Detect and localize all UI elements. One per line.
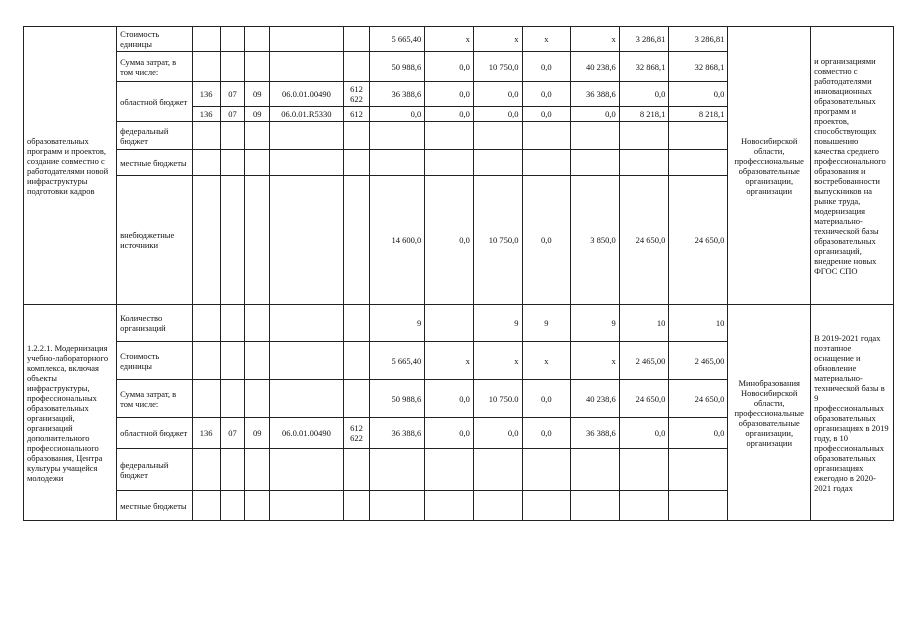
cell-y2019: 3 850,0 (571, 176, 620, 305)
cell-y2021: 8 218,1 (669, 107, 728, 122)
cell-y2016 (425, 449, 474, 491)
section-a-body (24, 27, 894, 305)
cell-csr (270, 491, 343, 521)
cell-y2018: 0,0 (522, 176, 571, 305)
cell-total (370, 449, 425, 491)
cell-y2016 (425, 122, 474, 150)
cell-pr (245, 176, 270, 305)
cell-total: 50 988,6 (370, 52, 425, 82)
cell-vr (343, 449, 370, 491)
row-label: Количество организаций (117, 305, 193, 342)
cell-y2017: 0,0 (473, 107, 522, 122)
cell-y2021: 10 (669, 305, 728, 342)
cell-y2019: 36 388,6 (571, 82, 620, 107)
cell-pr: 09 (245, 418, 270, 449)
row-label: областной бюджет (117, 82, 193, 122)
row-label: Стоимость единицы (117, 342, 193, 380)
cell-grbs (192, 27, 220, 52)
cell-csr (270, 27, 343, 52)
section-b-executor: Минобразования Новосибирской области, профессиональные образовательные организации, организации (728, 305, 811, 521)
cell-y2018: x (522, 27, 571, 52)
cell-y2018: 0,0 (522, 52, 571, 82)
cell-y2020: 0,0 (619, 82, 669, 107)
section-b-activity-name: 1.2.2.1. Модернизация учебно-лабораторного комплекса, включая объекты инфраструктуры, профессиональных образовательных организаций, организаций дополнительного профессионального образования, Центра культуры учащейся молодежи (24, 305, 117, 521)
cell-y2019: x (571, 342, 620, 380)
cell-vr (343, 122, 370, 150)
cell-y2021 (669, 449, 728, 491)
cell-y2016: 0,0 (425, 418, 474, 449)
cell-y2018 (522, 449, 571, 491)
cell-y2021: 0,0 (669, 82, 728, 107)
section-a-executor: Новосибирской области, профессиональные образовательные организации, организации (728, 27, 811, 305)
cell-vr (343, 305, 370, 342)
cell-pr: 09 (245, 107, 270, 122)
cell-rz (220, 176, 245, 305)
cell-pr (245, 449, 270, 491)
cell-y2018 (522, 122, 571, 150)
cell-total: 5 665,40 (370, 342, 425, 380)
cell-y2019 (571, 449, 620, 491)
cell-total (370, 150, 425, 176)
cell-vr: 612 (343, 107, 370, 122)
cell-y2016: 0,0 (425, 52, 474, 82)
cell-y2021: 2 465,00 (669, 342, 728, 380)
cell-y2016 (425, 305, 474, 342)
cell-total: 14 600,0 (370, 176, 425, 305)
cell-y2017 (473, 150, 522, 176)
section-a-activity-name: образовательных программ и проектов, создание совместно с работодателями новой инфраструктуры подготовки кадров (24, 27, 117, 305)
cell-y2017: 10 750,0 (473, 52, 522, 82)
cell-vr (343, 27, 370, 52)
row-label: внебюджетные источники (117, 176, 193, 305)
cell-y2016: 0,0 (425, 107, 474, 122)
cell-csr: 06.0.01.R5330 (270, 107, 343, 122)
cell-total: 9 (370, 305, 425, 342)
section-b-body (24, 305, 894, 521)
cell-grbs: 136 (192, 107, 220, 122)
cell-y2016: 0,0 (425, 176, 474, 305)
program-activities-table (23, 26, 894, 521)
cell-y2016: x (425, 27, 474, 52)
cell-y2016 (425, 491, 474, 521)
cell-pr (245, 27, 270, 52)
cell-rz (220, 150, 245, 176)
cell-y2017: 10 750,0 (473, 176, 522, 305)
cell-rz (220, 491, 245, 521)
cell-total: 36 388,6 (370, 418, 425, 449)
cell-y2018: 0,0 (522, 380, 571, 418)
row-label: местные бюджеты (117, 150, 193, 176)
cell-vr (343, 52, 370, 82)
cell-y2018 (522, 150, 571, 176)
cell-y2017: x (473, 342, 522, 380)
cell-grbs (192, 380, 220, 418)
cell-vr: 612 622 (343, 418, 370, 449)
cell-y2018 (522, 491, 571, 521)
cell-y2018: 0,0 (522, 82, 571, 107)
cell-csr (270, 176, 343, 305)
cell-y2018: 0,0 (522, 107, 571, 122)
cell-grbs (192, 122, 220, 150)
cell-vr (343, 150, 370, 176)
cell-y2019: 40 238,6 (571, 52, 620, 82)
cell-rz: 07 (220, 418, 245, 449)
cell-y2016: 0,0 (425, 380, 474, 418)
cell-vr (343, 380, 370, 418)
cell-y2017: 10 750.0 (473, 380, 522, 418)
cell-vr: 612 622 (343, 82, 370, 107)
cell-pr (245, 380, 270, 418)
cell-y2019: x (571, 27, 620, 52)
cell-csr (270, 380, 343, 418)
cell-grbs: 136 (192, 82, 220, 107)
cell-csr (270, 52, 343, 82)
cell-y2018: 0,0 (522, 418, 571, 449)
cell-total: 0,0 (370, 107, 425, 122)
cell-y2016: 0,0 (425, 82, 474, 107)
cell-y2020 (619, 122, 669, 150)
cell-y2020: 2 465,00 (619, 342, 669, 380)
cell-rz (220, 27, 245, 52)
row-label: Стоимость единицы (117, 27, 193, 52)
cell-y2020: 24 650,0 (619, 380, 669, 418)
cell-y2018: 9 (522, 305, 571, 342)
cell-total: 36 388,6 (370, 82, 425, 107)
cell-y2020: 24 650,0 (619, 176, 669, 305)
cell-y2021: 0,0 (669, 418, 728, 449)
row-label: областной бюджет (117, 418, 193, 449)
cell-rz (220, 342, 245, 380)
cell-total: 5 665,40 (370, 27, 425, 52)
cell-y2017 (473, 122, 522, 150)
cell-y2021: 24 650,0 (669, 176, 728, 305)
row-label: федеральный бюджет (117, 449, 193, 491)
cell-y2016: x (425, 342, 474, 380)
cell-y2020 (619, 491, 669, 521)
section-b-expected-result: В 2019-2021 годах поэтапное оснащение и обновление материально-технической базы в 9 профессиональных образовательных организациях в 2019 году, в 10 профессиональных образовательных организациях ежегодно в 2020-2021 годах (811, 305, 894, 521)
cell-y2020: 8 218,1 (619, 107, 669, 122)
cell-y2017: 9 (473, 305, 522, 342)
cell-grbs (192, 176, 220, 305)
cell-y2019: 40 238,6 (571, 380, 620, 418)
cell-vr (343, 491, 370, 521)
cell-y2019 (571, 491, 620, 521)
cell-csr (270, 150, 343, 176)
cell-rz (220, 52, 245, 82)
cell-y2017: 0,0 (473, 82, 522, 107)
cell-total (370, 491, 425, 521)
cell-rz (220, 449, 245, 491)
cell-csr (270, 122, 343, 150)
cell-y2017 (473, 491, 522, 521)
cell-rz (220, 305, 245, 342)
cell-y2021: 3 286,81 (669, 27, 728, 52)
cell-rz (220, 380, 245, 418)
cell-csr (270, 342, 343, 380)
cell-y2021: 32 868,1 (669, 52, 728, 82)
cell-y2020: 3 286,81 (619, 27, 669, 52)
cell-grbs (192, 342, 220, 380)
cell-y2021 (669, 122, 728, 150)
row-label: федеральный бюджет (117, 122, 193, 150)
cell-grbs: 136 (192, 418, 220, 449)
cell-y2020 (619, 150, 669, 176)
cell-y2017: 0,0 (473, 418, 522, 449)
cell-grbs (192, 52, 220, 82)
cell-pr (245, 52, 270, 82)
cell-pr (245, 150, 270, 176)
cell-csr: 06.0.01.00490 (270, 82, 343, 107)
cell-rz (220, 122, 245, 150)
cell-grbs (192, 305, 220, 342)
cell-y2019: 0,0 (571, 107, 620, 122)
cell-pr (245, 342, 270, 380)
cell-y2019 (571, 150, 620, 176)
cell-y2017: x (473, 27, 522, 52)
cell-total (370, 122, 425, 150)
cell-y2019: 9 (571, 305, 620, 342)
cell-y2021 (669, 491, 728, 521)
cell-csr: 06.0.01.00490 (270, 418, 343, 449)
table-row (24, 305, 894, 342)
cell-y2016 (425, 150, 474, 176)
cell-y2021 (669, 150, 728, 176)
cell-y2021: 24 650,0 (669, 380, 728, 418)
cell-total: 50 988,6 (370, 380, 425, 418)
cell-pr: 09 (245, 82, 270, 107)
cell-pr (245, 491, 270, 521)
cell-rz: 07 (220, 107, 245, 122)
cell-grbs (192, 150, 220, 176)
cell-vr (343, 342, 370, 380)
cell-pr (245, 305, 270, 342)
cell-y2017 (473, 449, 522, 491)
cell-pr (245, 122, 270, 150)
section-a-expected-result: и организациями совместно с работодателями инновационных образовательных программ и проектов, способствующих повышению качества среднего профессионального образования и востребованности выпускников на рынке труда, модернизация материально-технической базы образовательных организаций, внедрение новых ФГОС СПО (811, 27, 894, 305)
cell-y2020: 0,0 (619, 418, 669, 449)
cell-y2019 (571, 122, 620, 150)
table-row (24, 27, 894, 52)
row-label: местные бюджеты (117, 491, 193, 521)
cell-y2018: x (522, 342, 571, 380)
row-label: Сумма затрат, в том числе: (117, 52, 193, 82)
row-label: Сумма затрат, в том числе: (117, 380, 193, 418)
cell-grbs (192, 449, 220, 491)
cell-grbs (192, 491, 220, 521)
cell-y2019: 36 388,6 (571, 418, 620, 449)
cell-y2020 (619, 449, 669, 491)
cell-vr (343, 176, 370, 305)
cell-rz: 07 (220, 82, 245, 107)
cell-csr (270, 449, 343, 491)
cell-csr (270, 305, 343, 342)
cell-y2020: 10 (619, 305, 669, 342)
cell-y2020: 32 868,1 (619, 52, 669, 82)
